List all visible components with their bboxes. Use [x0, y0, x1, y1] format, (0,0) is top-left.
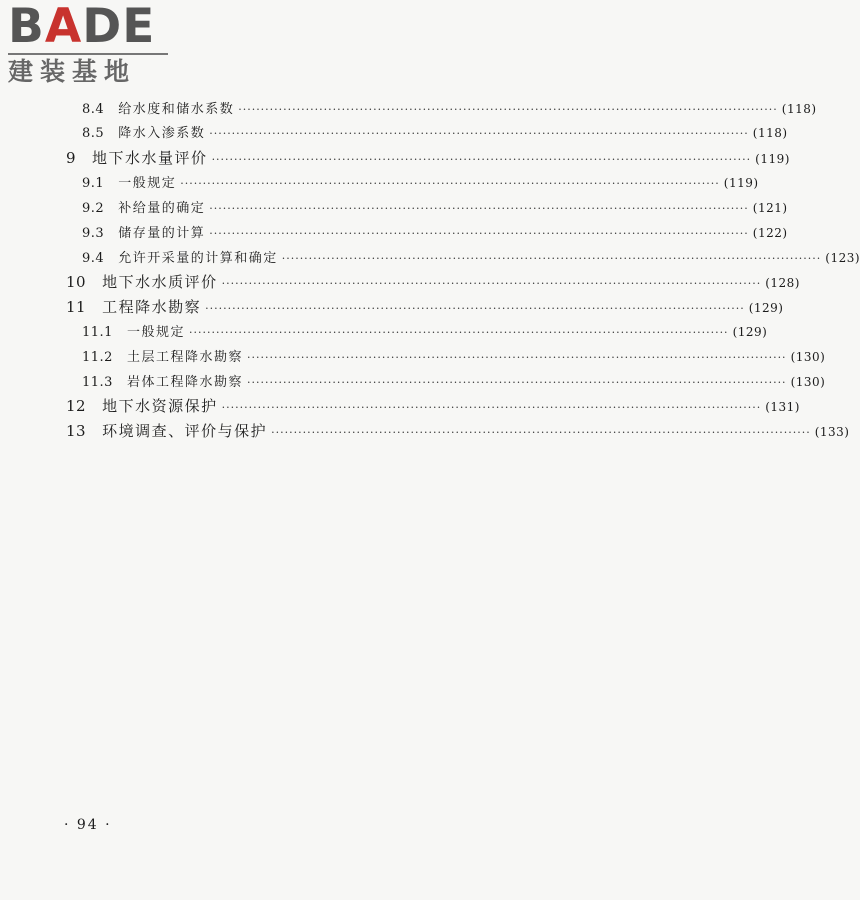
toc-dot-leader: ························································································································ [188, 326, 729, 339]
toc-entry [82, 346, 826, 368]
toc-entry [66, 420, 850, 442]
toc-dot-leader: ························································································································ [221, 401, 762, 414]
toc-entry-page: (129) [748, 301, 784, 315]
toc-entry-title: 土层工程降水勘察 [126, 350, 243, 365]
toc-dot-leader: ························································································································ [246, 376, 787, 389]
toc-entry-title: 允许开采量的计算和确定 [118, 251, 278, 266]
toc-dot-leader: ························································································································ [238, 103, 778, 116]
logo-b: B [8, 0, 45, 54]
toc-dot-leader: ························································································································ [205, 302, 745, 315]
toc-entry-number: 11 [66, 298, 87, 316]
toc-entry-number: 11.2 [82, 350, 113, 365]
toc-entry-number: 9.4 [82, 251, 105, 266]
toc-entry [82, 197, 788, 219]
toc-entry [82, 98, 817, 120]
toc-entry-page: (119) [755, 152, 790, 166]
toc-dot-leader: ························································································································ [281, 252, 822, 265]
toc-entry-title: 一般规定 [118, 176, 177, 191]
toc-entry-number: 9.2 [82, 201, 105, 216]
toc-entry-page: (130) [790, 375, 826, 389]
toc-entry-number: 11.1 [82, 325, 113, 340]
toc-entry-title: 环境调查、评价与保护 [102, 422, 268, 440]
toc-entry-title: 储存量的计算 [118, 226, 206, 241]
toc-entry-title: 地下水水量评价 [92, 149, 208, 167]
toc-entry [82, 371, 826, 393]
toc-entry [82, 222, 788, 244]
toc-entry-number: 9.3 [82, 226, 105, 241]
toc-entry-number: 9 [66, 149, 77, 167]
toc-dot-leader: ························································································································ [246, 351, 787, 364]
toc-dot-leader: ························································································································ [180, 177, 720, 190]
toc-entry [66, 296, 784, 318]
logo-subtitle: 建装基地 [8, 57, 137, 86]
toc-entry-title: 一般规定 [126, 325, 185, 340]
toc-entry [82, 247, 860, 269]
toc-entry-title: 工程降水勘察 [102, 298, 202, 316]
toc-entry [66, 147, 790, 169]
toc-entry-page: (123) [825, 251, 860, 265]
toc-entry-number: 12 [66, 397, 87, 415]
toc-entry-title: 降水入渗系数 [118, 126, 206, 141]
toc-entry-title: 补给量的确定 [118, 201, 206, 216]
logo-de: DE [82, 0, 156, 54]
toc-entry-number: 10 [66, 273, 87, 291]
toc-entry-page: (128) [765, 276, 800, 290]
toc-entry-page: (122) [752, 226, 788, 240]
toc-dot-leader: ························································································································ [221, 277, 762, 290]
toc-entry-title: 岩体工程降水勘察 [126, 375, 243, 390]
logo-a-accent: A [44, 0, 83, 54]
toc-entry-number: 8.5 [82, 126, 105, 141]
toc-entry-title: 地下水水质评价 [102, 273, 218, 291]
toc-entry [82, 172, 759, 194]
toc-entry [66, 271, 800, 293]
toc-entry-number: 11.3 [82, 375, 113, 390]
page-number: · 94 · [64, 817, 112, 833]
toc-dot-leader: ························································································································ [209, 227, 749, 240]
toc-entry-page: (118) [752, 126, 788, 140]
toc-entry-page: (121) [752, 201, 788, 215]
toc-entry-page: (119) [723, 176, 759, 190]
toc-dot-leader: ························································································································ [211, 153, 752, 166]
toc-dot-leader: ························································································································ [209, 202, 749, 215]
toc-entry [82, 321, 768, 343]
toc-entry-page: (131) [765, 400, 800, 414]
logo-wordmark [8, 2, 178, 52]
toc-entry-page: (130) [790, 350, 826, 364]
toc-entry-page: (118) [781, 102, 817, 116]
toc-entry-page: (133) [814, 425, 850, 439]
brand-logo [8, 2, 178, 86]
toc-entry-number: 13 [66, 422, 87, 440]
toc-entry-page: (129) [732, 325, 768, 339]
toc-dot-leader: ························································································································ [271, 426, 811, 439]
toc-dot-leader: ························································································································ [209, 127, 749, 140]
toc-entry-title: 地下水资源保护 [102, 397, 218, 415]
toc-entry [82, 122, 788, 144]
toc-entry [66, 395, 800, 417]
toc-entry-title: 给水度和储水系数 [118, 102, 235, 117]
toc-entry-number: 9.1 [82, 176, 105, 191]
toc-entry-number: 8.4 [82, 102, 105, 117]
